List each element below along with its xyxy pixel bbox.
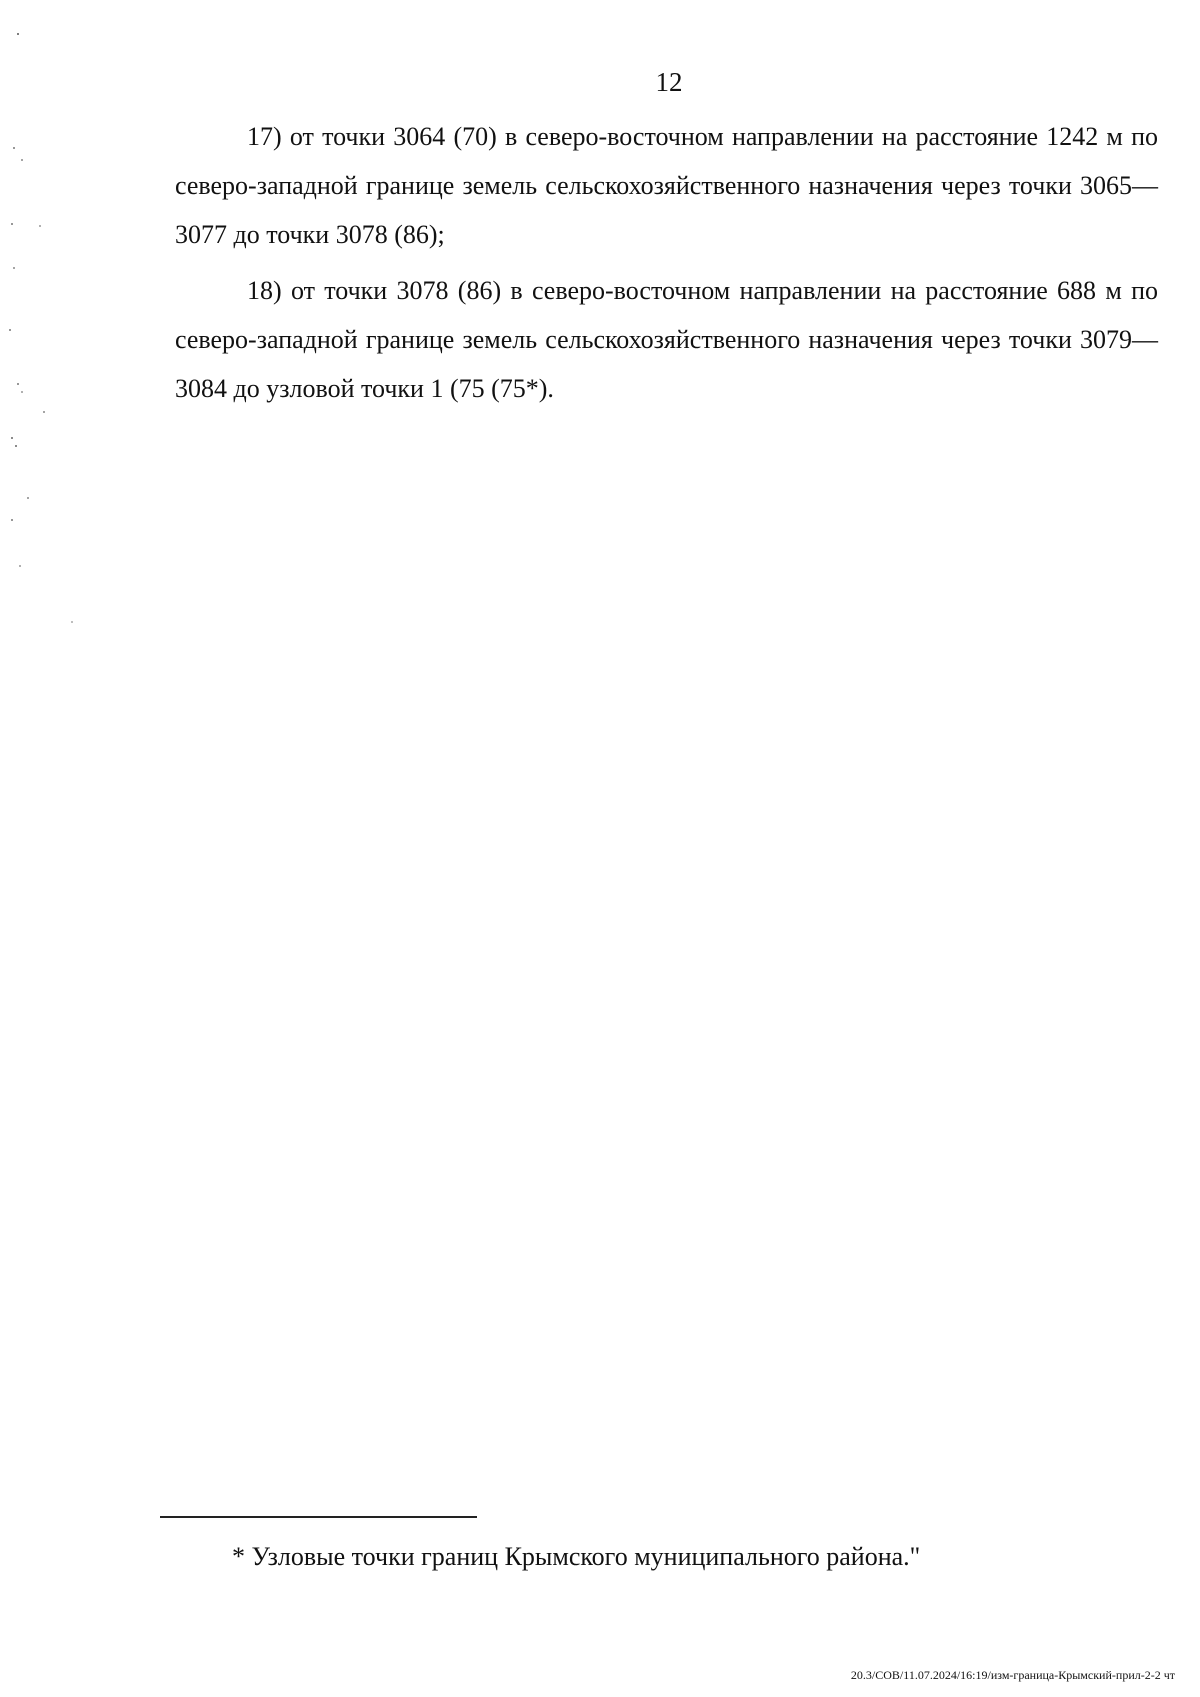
paragraph-18: 18) от точки 3078 (86) в северо-восточном направлении на расстояние 688 м по северо-западной границе земель сельскохозяйственного назначения через точки 3079—3084 до узловой точки 1 (75 (75*). (175, 276, 1158, 403)
footnote-divider (160, 1516, 477, 1518)
document-code: 20.3/СОВ/11.07.2024/16:19/изм-граница-Крымский-прил-2-2 чт (850, 1668, 1175, 1682)
document-body (175, 112, 1158, 420)
page-number: 12 (655, 67, 683, 97)
paragraph-17: 17) от точки 3064 (70) в северо-восточном направлении на расстояние 1242 м по северо-западной границе земель сельскохозяйственного назначения через точки 3065—3077 до точки 3078 (86); (175, 122, 1158, 249)
footnote: * Узловые точки границ Крымского муниципального района." (232, 1542, 921, 1571)
